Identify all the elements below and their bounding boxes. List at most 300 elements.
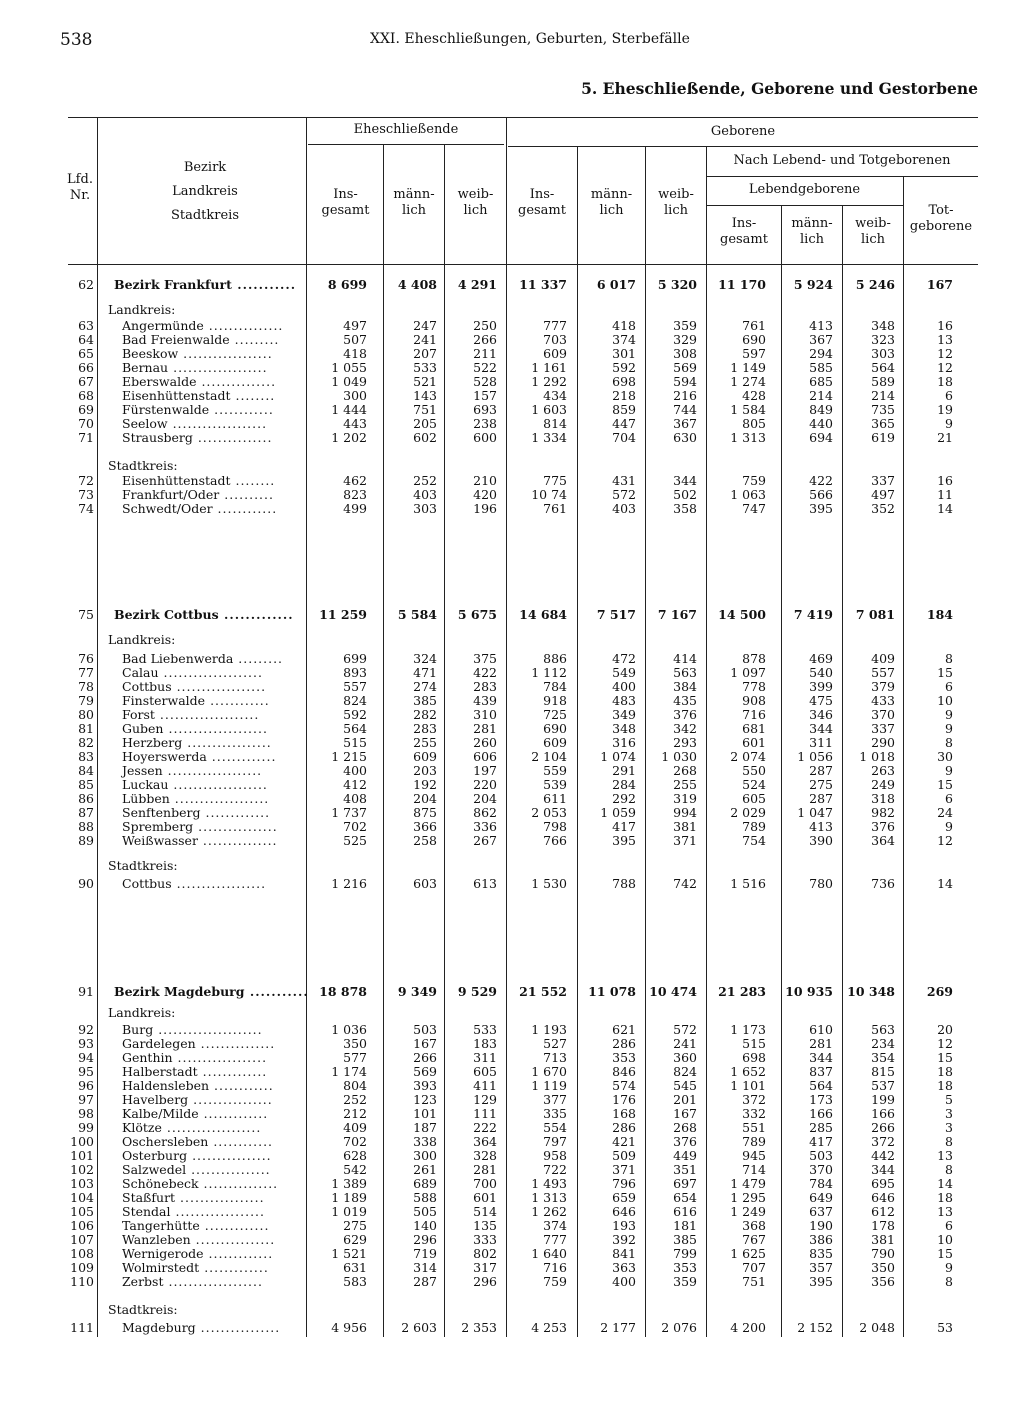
cell-value: 344 (809, 1050, 833, 1065)
cell-value: 285 (809, 1120, 833, 1135)
cell-value: 333 (473, 1232, 497, 1247)
cell-value: 266 (413, 1050, 437, 1065)
row-name: Bezirk Frankfurt ........... (114, 277, 297, 292)
row-number: 78 (78, 679, 94, 694)
cell-value: 533 (473, 1022, 497, 1037)
cell-value: 766 (543, 833, 567, 848)
cell-value: 365 (871, 416, 895, 431)
row-number: 70 (78, 416, 94, 431)
row-number: 65 (78, 346, 94, 361)
eheschliessende-rule (308, 144, 504, 145)
cell-value: 1 112 (531, 665, 567, 680)
cell-value: 12 (937, 346, 953, 361)
cell-value: 53 (937, 1320, 953, 1335)
cell-value: 572 (673, 1022, 697, 1037)
cell-value: 503 (413, 1022, 437, 1037)
cell-value: 123 (413, 1092, 437, 1107)
header-g-weiblich: weib- lich (658, 187, 694, 218)
row-name: Staßfurt ................. (122, 1190, 265, 1205)
cell-value: 4 253 (531, 1320, 567, 1335)
row-number: 98 (78, 1106, 94, 1121)
cell-value: 287 (809, 763, 833, 778)
header-lebendgeborene: Lebendgeborene (748, 182, 861, 197)
row-name: Cottbus .................. (122, 679, 267, 694)
cell-value: 193 (612, 1218, 636, 1233)
cell-value: 606 (473, 749, 497, 764)
cell-value: 218 (612, 388, 636, 403)
row-number: 82 (78, 735, 94, 750)
cell-value: 654 (673, 1190, 697, 1205)
cell-value: 824 (673, 1064, 697, 1079)
cell-value: 385 (413, 693, 437, 708)
bezirk-total-row (0, 608, 1024, 622)
cell-value: 621 (612, 1022, 636, 1037)
cell-value: 704 (612, 430, 636, 445)
cell-value: 841 (612, 1246, 636, 1261)
row-number: 109 (70, 1260, 94, 1275)
cell-value: 804 (343, 1078, 367, 1093)
cell-value: 363 (612, 1260, 636, 1275)
row-number: 67 (78, 374, 94, 389)
cell-value: 1 074 (600, 749, 636, 764)
cell-value: 395 (809, 1274, 833, 1289)
cell-value: 796 (612, 1176, 636, 1191)
cell-value: 440 (809, 416, 833, 431)
cell-value: 296 (473, 1274, 497, 1289)
cell-value: 613 (473, 876, 497, 891)
table-row (0, 1037, 1024, 1051)
cell-value: 588 (413, 1190, 437, 1205)
row-number: 88 (78, 819, 94, 834)
cell-value: 12 (937, 360, 953, 375)
row-number: 71 (78, 430, 94, 445)
row-number: 80 (78, 707, 94, 722)
cell-value: 255 (413, 735, 437, 750)
cell-value: 291 (612, 763, 636, 778)
cell-value: 759 (742, 473, 766, 488)
cell-value: 14 500 (718, 607, 766, 622)
cell-value: 412 (343, 777, 367, 792)
landkreis-label: Landkreis: (108, 302, 176, 317)
cell-value: 281 (473, 721, 497, 736)
cell-value: 395 (612, 833, 636, 848)
cell-value: 260 (473, 735, 497, 750)
cell-value: 413 (809, 819, 833, 834)
cell-value: 317 (473, 1260, 497, 1275)
bezirk-total-row (0, 278, 1024, 292)
row-number: 77 (78, 665, 94, 680)
cell-value: 540 (809, 665, 833, 680)
cell-value: 249 (871, 777, 895, 792)
cell-value: 344 (673, 473, 697, 488)
header-g-maennlich: männ- lich (590, 187, 633, 218)
header-lfd-nr: Lfd. Nr. (67, 172, 93, 203)
cell-value: 566 (809, 487, 833, 502)
cell-value: 337 (871, 721, 895, 736)
cell-value: 9 349 (397, 984, 437, 999)
cell-value: 290 (871, 735, 895, 750)
table-row (0, 417, 1024, 431)
cell-value: 4 408 (397, 277, 437, 292)
cell-value: 2 152 (797, 1320, 833, 1335)
row-name: Calau .................... (122, 665, 263, 680)
cell-value: 814 (543, 416, 567, 431)
row-number: 91 (78, 984, 94, 999)
header-bezirk: Bezirk Landkreis Stadtkreis (170, 160, 240, 223)
header-g-insgesamt: Ins- gesamt (518, 187, 566, 218)
cell-value: 252 (343, 1092, 367, 1107)
cell-value: 1 059 (600, 805, 636, 820)
cell-value: 18 (937, 1064, 953, 1079)
table-row (0, 666, 1024, 680)
table-row (0, 1149, 1024, 1163)
cell-value: 2 076 (661, 1320, 697, 1335)
row-number: 68 (78, 388, 94, 403)
row-name: Weißwasser ............... (122, 833, 278, 848)
cell-value: 564 (871, 360, 895, 375)
cell-value: 5 (945, 1092, 953, 1107)
cell-value: 1 173 (730, 1022, 766, 1037)
cell-value: 281 (473, 1162, 497, 1177)
cell-value: 736 (871, 876, 895, 891)
cell-value: 528 (473, 374, 497, 389)
cell-value: 594 (673, 374, 697, 389)
cell-value: 707 (742, 1260, 766, 1275)
cell-value: 210 (473, 473, 497, 488)
cell-value: 777 (543, 1232, 567, 1247)
row-name: Hoyerswerda ............. (122, 749, 277, 764)
cell-value: 3 (945, 1120, 953, 1135)
cell-value: 140 (413, 1218, 437, 1233)
cell-value: 167 (413, 1036, 437, 1051)
header-eheschliessende: Eheschließende (353, 122, 459, 137)
cell-value: 11 337 (519, 277, 567, 292)
cell-value: 646 (871, 1190, 895, 1205)
cell-value: 9 (945, 1260, 953, 1275)
cell-value: 344 (871, 1162, 895, 1177)
cell-value: 129 (473, 1092, 497, 1107)
table-row (0, 877, 1024, 891)
cell-value: 211 (473, 346, 497, 361)
row-name: Senftenberg ............. (122, 805, 271, 820)
row-name: Eisenhüttenstadt ........ (122, 473, 276, 488)
cell-value: 835 (809, 1246, 833, 1261)
cell-value: 348 (612, 721, 636, 736)
cell-value: 685 (809, 374, 833, 389)
cell-value: 824 (343, 693, 367, 708)
cell-value: 505 (413, 1204, 437, 1219)
cell-value: 367 (673, 416, 697, 431)
cell-value: 994 (673, 805, 697, 820)
cell-value: 14 (937, 501, 953, 516)
cell-value: 524 (742, 777, 766, 792)
cell-value: 282 (413, 707, 437, 722)
cell-value: 220 (473, 777, 497, 792)
cell-value: 784 (543, 679, 567, 694)
cell-value: 557 (871, 665, 895, 680)
cell-value: 4 291 (457, 277, 497, 292)
cell-value: 234 (871, 1036, 895, 1051)
cell-value: 702 (343, 819, 367, 834)
cell-value: 982 (871, 805, 895, 820)
cell-value: 690 (742, 332, 766, 347)
row-name: Gardelegen ............... (122, 1036, 276, 1051)
row-number: 83 (78, 749, 94, 764)
cell-value: 9 (945, 707, 953, 722)
cell-value: 353 (673, 1260, 697, 1275)
cell-value: 18 (937, 374, 953, 389)
cell-value: 1 479 (730, 1176, 766, 1191)
row-name: Bad Liebenwerda ......... (122, 651, 284, 666)
cell-value: 471 (413, 665, 437, 680)
cell-value: 287 (413, 1274, 437, 1289)
cell-value: 583 (343, 1274, 367, 1289)
cell-value: 5 584 (397, 607, 437, 622)
row-number: 99 (78, 1120, 94, 1135)
cell-value: 428 (742, 388, 766, 403)
row-name: Schwedt/Oder ............ (122, 501, 278, 516)
cell-value: 12 (937, 833, 953, 848)
row-name: Beeskow .................. (122, 346, 273, 361)
cell-value: 296 (413, 1232, 437, 1247)
header-l-weiblich: weib- lich (855, 216, 891, 247)
cell-value: 15 (937, 665, 953, 680)
cell-value: 286 (612, 1036, 636, 1051)
cell-value: 605 (742, 791, 766, 806)
cell-value: 364 (473, 1134, 497, 1149)
cell-value: 522 (473, 360, 497, 375)
cell-value: 346 (809, 707, 833, 722)
table-row (0, 1065, 1024, 1079)
cell-value: 8 (945, 651, 953, 666)
cell-value: 201 (673, 1092, 697, 1107)
cell-value: 790 (871, 1246, 895, 1261)
cell-value: 514 (473, 1204, 497, 1219)
cell-value: 281 (809, 1036, 833, 1051)
cell-value: 563 (871, 1022, 895, 1037)
cell-value: 16 (937, 318, 953, 333)
cell-value: 359 (673, 318, 697, 333)
cell-value: 4 200 (730, 1320, 766, 1335)
cell-value: 1 295 (730, 1190, 766, 1205)
cell-value: 629 (343, 1232, 367, 1247)
cell-value: 499 (343, 501, 367, 516)
cell-value: 376 (673, 707, 697, 722)
cell-value: 379 (871, 679, 895, 694)
cell-value: 11 (937, 487, 953, 502)
cell-value: 1 603 (531, 402, 567, 417)
table-row (0, 474, 1024, 488)
row-name: Jessen ................... (122, 763, 263, 778)
cell-value: 600 (473, 430, 497, 445)
cell-value: 408 (343, 791, 367, 806)
cell-value: 269 (926, 984, 953, 999)
cell-value: 472 (612, 651, 636, 666)
cell-value: 311 (473, 1050, 497, 1065)
table-row (0, 652, 1024, 666)
row-name: Seelow ................... (122, 416, 268, 431)
cell-value: 303 (871, 346, 895, 361)
row-name: Genthin .................. (122, 1050, 268, 1065)
row-name: Lübben ................... (122, 791, 270, 806)
row-name: Oschersleben ............ (122, 1134, 274, 1149)
cell-value: 16 (937, 473, 953, 488)
cell-value: 348 (871, 318, 895, 333)
cell-value: 30 (937, 749, 953, 764)
row-number: 92 (78, 1022, 94, 1037)
cell-value: 284 (612, 777, 636, 792)
cell-value: 630 (673, 430, 697, 445)
cell-value: 1 530 (531, 876, 567, 891)
cell-value: 328 (473, 1148, 497, 1163)
cell-value: 400 (343, 763, 367, 778)
cell-value: 359 (673, 1274, 697, 1289)
row-name: Bezirk Magdeburg ........... (114, 984, 309, 999)
cell-value: 761 (742, 318, 766, 333)
cell-value: 9 529 (457, 984, 497, 999)
cell-value: 716 (543, 1260, 567, 1275)
cell-value: 515 (742, 1036, 766, 1051)
cell-value: 693 (473, 402, 497, 417)
cell-value: 698 (742, 1050, 766, 1065)
cell-value: 252 (413, 473, 437, 488)
cell-value: 11 170 (718, 277, 766, 292)
cell-value: 275 (809, 777, 833, 792)
bezirk-total-row (0, 985, 1024, 999)
cell-value: 420 (473, 487, 497, 502)
cell-value: 381 (673, 819, 697, 834)
table-row (0, 1023, 1024, 1037)
cell-value: 207 (413, 346, 437, 361)
cell-value: 1 625 (730, 1246, 766, 1261)
cell-value: 318 (871, 791, 895, 806)
cell-value: 1 174 (331, 1064, 367, 1079)
cell-value: 592 (612, 360, 636, 375)
cell-value: 354 (871, 1050, 895, 1065)
cell-value: 286 (612, 1120, 636, 1135)
table-row (0, 1093, 1024, 1107)
cell-value: 610 (809, 1022, 833, 1037)
cell-value: 181 (673, 1218, 697, 1233)
cell-value: 616 (673, 1204, 697, 1219)
cell-value: 176 (612, 1092, 636, 1107)
cell-value: 628 (343, 1148, 367, 1163)
cell-value: 497 (871, 487, 895, 502)
cell-value: 310 (473, 707, 497, 722)
cell-value: 577 (343, 1050, 367, 1065)
cell-value: 1 584 (730, 402, 766, 417)
table-top-rule (68, 117, 978, 118)
cell-value: 168 (612, 1106, 636, 1121)
cell-value: 241 (673, 1036, 697, 1051)
row-name: Schönebeck ............... (122, 1176, 279, 1191)
cell-value: 549 (612, 665, 636, 680)
cell-value: 751 (413, 402, 437, 417)
cell-value: 862 (473, 805, 497, 820)
row-number: 84 (78, 763, 94, 778)
cell-value: 5 924 (793, 277, 833, 292)
cell-value: 462 (343, 473, 367, 488)
table-row (0, 319, 1024, 333)
cell-value: 503 (809, 1148, 833, 1163)
table-row (0, 333, 1024, 347)
cell-value: 2 104 (531, 749, 567, 764)
stadtkreis-label: Stadtkreis: (108, 858, 178, 873)
cell-value: 238 (473, 416, 497, 431)
table-row (0, 708, 1024, 722)
cell-value: 9 (945, 819, 953, 834)
cell-value: 1 055 (331, 360, 367, 375)
cell-value: 192 (413, 777, 437, 792)
cell-value: 2 177 (600, 1320, 636, 1335)
cell-value: 619 (871, 430, 895, 445)
cell-value: 681 (742, 721, 766, 736)
cell-value: 166 (809, 1106, 833, 1121)
cell-value: 8 699 (327, 277, 367, 292)
cell-value: 14 (937, 876, 953, 891)
cell-value: 1 274 (730, 374, 766, 389)
cell-value: 1 036 (331, 1022, 367, 1037)
cell-value: 1 262 (531, 1204, 567, 1219)
cell-value: 694 (809, 430, 833, 445)
cell-value: 258 (413, 833, 437, 848)
cell-value: 21 552 (519, 984, 567, 999)
cell-value: 376 (673, 1134, 697, 1149)
row-name: Strausberg ............... (122, 430, 273, 445)
row-name: Eisenhüttenstadt ........ (122, 388, 276, 403)
cell-value: 958 (543, 1148, 567, 1163)
cell-value: 447 (612, 416, 636, 431)
cell-value: 1 047 (797, 805, 833, 820)
row-name: Eberswalde ............... (122, 374, 277, 389)
row-number: 74 (78, 501, 94, 516)
cell-value: 1 063 (730, 487, 766, 502)
cell-value: 386 (809, 1232, 833, 1247)
cell-value: 316 (612, 735, 636, 750)
cell-value: 7 419 (793, 607, 833, 622)
cell-value: 11 259 (319, 607, 367, 622)
table-row (0, 736, 1024, 750)
cell-value: 157 (473, 388, 497, 403)
table-row (0, 792, 1024, 806)
row-number: 94 (78, 1050, 94, 1065)
table-row (0, 806, 1024, 820)
header-totgeborene: Tot- geborene (909, 203, 973, 234)
row-number: 96 (78, 1078, 94, 1093)
cell-value: 788 (612, 876, 636, 891)
row-name: Forst .................... (122, 707, 260, 722)
cell-value: 381 (871, 1232, 895, 1247)
row-name: Herzberg ................. (122, 735, 272, 750)
cell-value: 6 (945, 1218, 953, 1233)
cell-value: 700 (473, 1176, 497, 1191)
table-row (0, 680, 1024, 694)
cell-value: 375 (473, 651, 497, 666)
cell-value: 525 (343, 833, 367, 848)
cell-value: 5 675 (457, 607, 497, 622)
row-number: 75 (78, 607, 94, 622)
row-number: 63 (78, 318, 94, 333)
cell-value: 15 (937, 777, 953, 792)
cell-value: 173 (809, 1092, 833, 1107)
cell-value: 2 048 (859, 1320, 895, 1335)
row-name: Luckau ................... (122, 777, 268, 792)
cell-value: 351 (673, 1162, 697, 1177)
cell-value: 421 (612, 1134, 636, 1149)
row-name: Burg ..................... (122, 1022, 263, 1037)
row-name: Wernigerode ............. (122, 1246, 274, 1261)
row-number: 97 (78, 1092, 94, 1107)
